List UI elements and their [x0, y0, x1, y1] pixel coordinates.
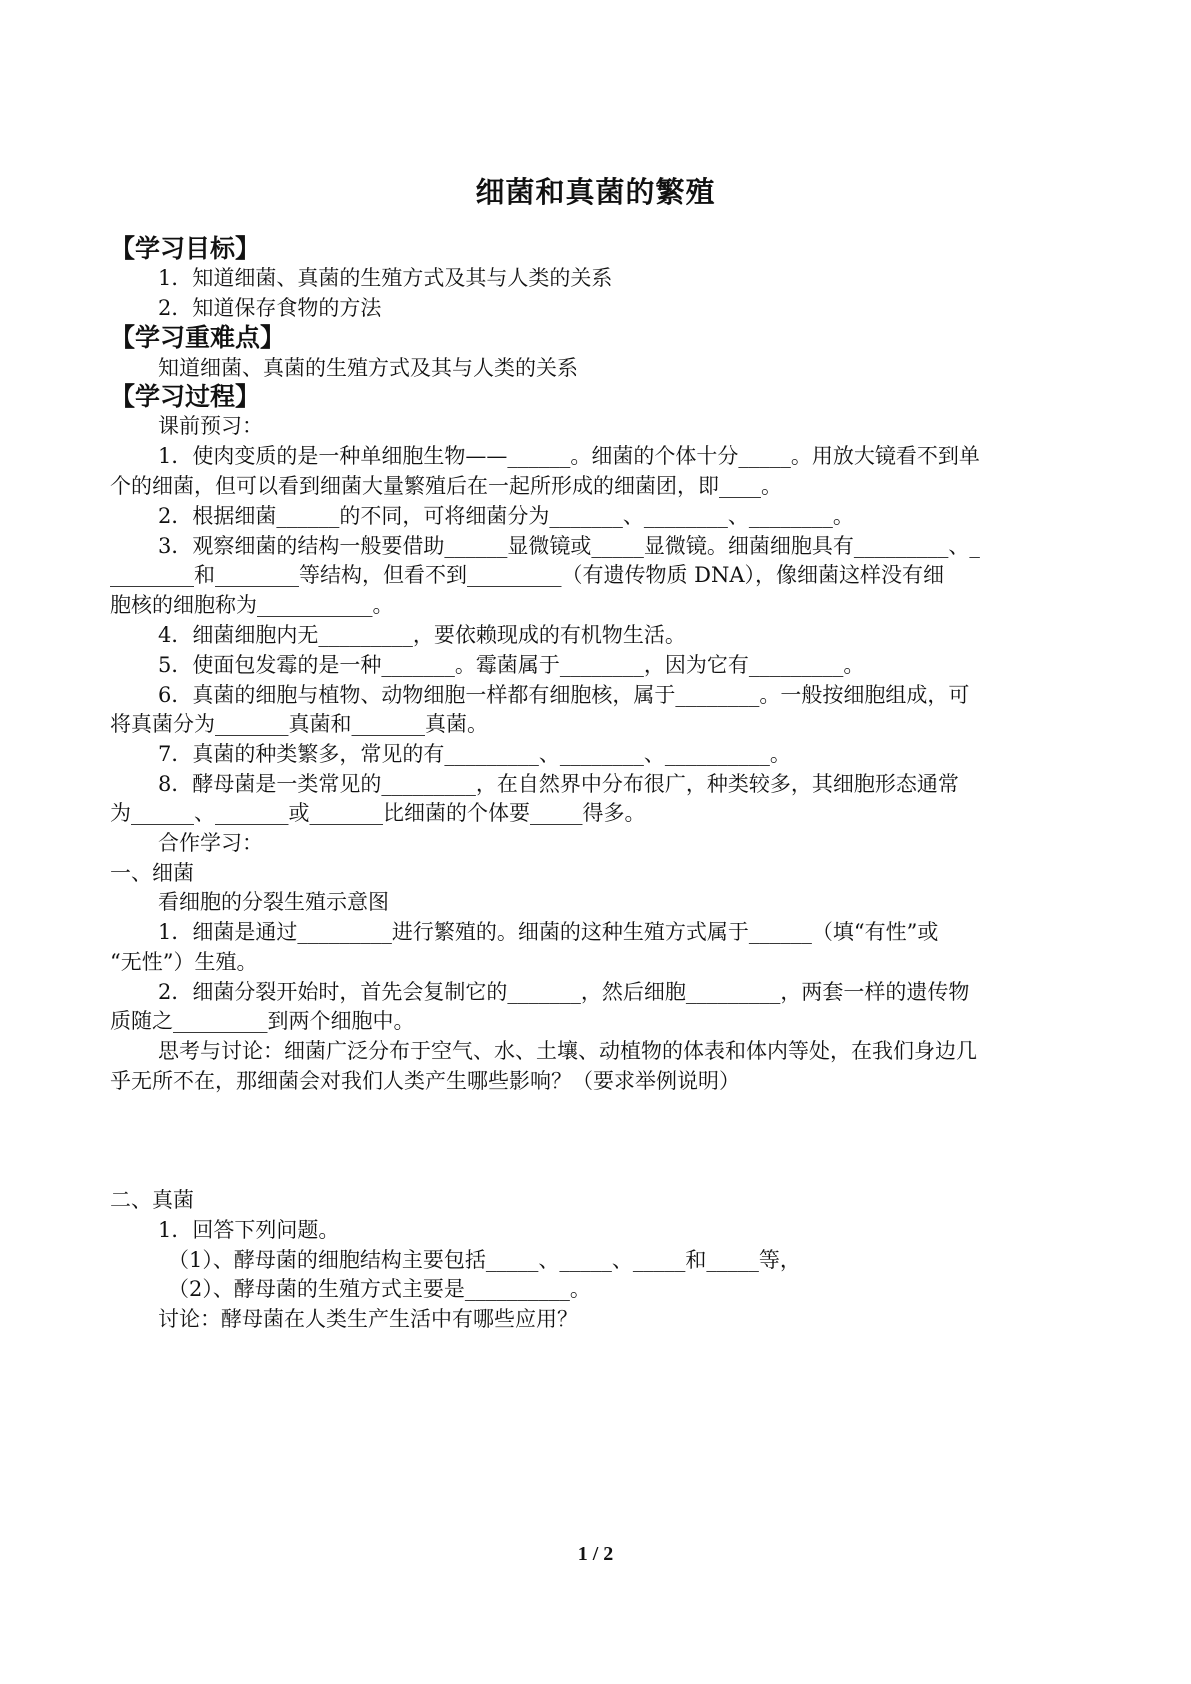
question-line: （2）、酵母菌的生殖方式主要是__________。	[168, 1277, 591, 1301]
discussion-line: 讨论：酵母菌在人类生产生活中有哪些应用？	[158, 1307, 578, 1331]
question-line: 1．使肉变质的是一种单细胞生物——______。细菌的个体十分_____。用放大镜看不到单	[158, 444, 980, 468]
question-line: 2．细菌分裂开始时，首先会复制它的_______，然后细胞_________，两套一样的遗传物	[158, 980, 970, 1004]
question-line: 7．真菌的种类繁多，常见的有_________、________、__________。	[158, 742, 791, 766]
section-heading-objectives: 【学习目标】	[110, 234, 261, 263]
question-line: 4．细菌细胞内无_________，要依赖现成的有机物生活。	[158, 623, 686, 647]
objective-line: 1．知道细菌、真菌的生殖方式及其与人类的关系	[158, 266, 613, 290]
question-line: 个的细菌，但可以看到细菌大量繁殖后在一起所形成的细菌团，即____。	[110, 474, 782, 498]
part-heading: 一、细菌	[110, 861, 194, 885]
page-number: 1 / 2	[577, 1543, 614, 1565]
subsection-label: 合作学习：	[158, 831, 263, 855]
question-line: 质随之_________到两个细胞中。	[110, 1009, 415, 1033]
question-line: 8．酵母菌是一类常见的_________，在自然界中分布很广，种类较多，其细胞形态通常	[158, 772, 959, 796]
question-line: 6．真菌的细胞与植物、动物细胞一样都有细胞核，属于________。一般按细胞组成，可	[158, 683, 970, 707]
discussion-line: 思考与讨论：细菌广泛分布于空气、水、土壤、动植物的体表和体内等处，在我们身边几	[158, 1039, 977, 1063]
instruction-line: 看细胞的分裂生殖示意图	[158, 890, 389, 914]
part-heading: 二、真菌	[110, 1188, 194, 1212]
key-point-line: 知道细菌、真菌的生殖方式及其与人类的关系	[158, 356, 578, 380]
question-line: 3．观察细菌的结构一般要借助______显微镜或_____显微镜。细菌细胞具有_________、_	[158, 534, 980, 558]
objective-line: 2．知道保存食物的方法	[158, 296, 382, 320]
question-line: （1）、酵母菌的细胞结构主要包括_____、_____、_____和_____等，	[168, 1248, 801, 1272]
question-line: 将真菌分为_______真菌和_______真菌。	[110, 712, 488, 736]
question-line: 2．根据细菌______的不同，可将细菌分为_______、________、________。	[158, 504, 854, 528]
section-heading-key-points: 【学习重难点】	[110, 323, 286, 352]
question-line: “无性”）生殖。	[110, 950, 258, 974]
question-line: 5．使面包发霉的是一种_______。霉菌属于________，因为它有_________。	[158, 653, 865, 677]
question-line: 1．回答下列问题。	[158, 1218, 340, 1242]
question-line: 为______、_______或_______比细菌的个体要_____得多。	[110, 801, 646, 825]
document-title: 细菌和真菌的繁殖	[475, 175, 716, 209]
subsection-label: 课前预习：	[158, 414, 263, 438]
section-heading-process: 【学习过程】	[110, 382, 261, 411]
discussion-line: 乎无所不在，那细菌会对我们人类产生哪些影响？（要求举例说明）	[110, 1069, 740, 1093]
question-line: 胞核的细胞称为___________。	[110, 593, 394, 617]
question-line: ________和________等结构，但看不到_________（有遗传物质 DNA），像细菌这样没有细	[110, 563, 945, 587]
question-line: 1．细菌是通过_________进行繁殖的。细菌的这种生殖方式属于______（填“有性”或	[158, 920, 939, 944]
